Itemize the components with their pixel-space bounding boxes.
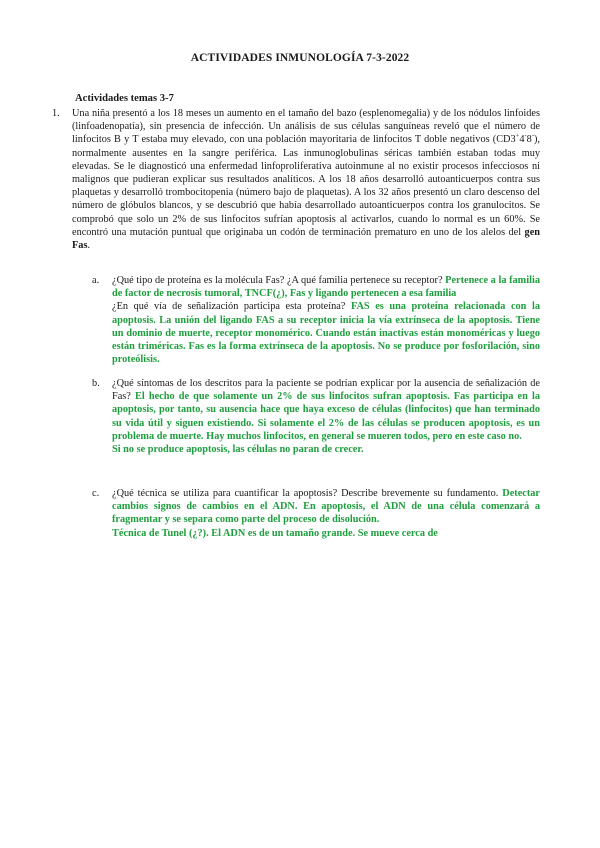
answer-text: FAS es una proteína relacionada con la apoptosis. La unión del ligando FAS a su receptor inicia la vía extrínseca de la apoptosis. Tiene un dominio de muerte, receptor monomérico. Cuando están inactivas están monoméricas y luego están triméricas. Fas es la forma extrínseca de la apoptosis. No se produce por fosforilación, sino proteólisis. (112, 301, 540, 366)
sub-question-letter: b. (92, 378, 100, 389)
question-text: ¿En qué vía de señalización participa esta proteína? (112, 301, 351, 313)
section-heading: Actividades temas 3-7 (75, 93, 174, 104)
sub-question-body (112, 274, 540, 366)
sub-question-body (112, 377, 540, 456)
superscript: + (515, 132, 520, 140)
superscript: - (531, 132, 534, 140)
answer-text: Pertenece a la familia de factor de necrosis tumoral, TNCF(¿), Fas y ligando pertenecen a esa familia (112, 275, 540, 300)
sub-question-body (112, 487, 540, 540)
gene-name: gen Fas (72, 226, 540, 252)
question-text-part: Una niña presentó a los 18 meses un aumento en el tamaño del bazo (esplenomegalia) y de los nódulos linfoides (linfoadenopatía), sin presencia de infección. Un análisis de sus células sanguíneas reveló que el número de linfocitos B y T estaba muy elevado, con una población mayoritaria de linfocitos T doble negativos (CD3 (72, 108, 540, 146)
sub-question-letter: c. (92, 488, 100, 499)
question-text-part: . (87, 240, 91, 252)
sub-question-b (92, 377, 540, 456)
question-text-part: 8 (526, 134, 532, 146)
question-text-part: 4 (519, 134, 525, 146)
sub-question-c (92, 487, 540, 540)
question-1 (52, 107, 540, 252)
answer-text: Detectar cambios signos de cambios en el ADN. En apoptosis, el ADN de una célula comenzará a fragmentar y se separa como parte del proceso de disolución. (112, 488, 540, 526)
superscript: - (524, 132, 527, 140)
answer-text: Técnica de Tunel (¿?). El ADN es de un tamaño grande. Se mueve cerca de (112, 527, 438, 539)
question-text: ¿Qué tipo de proteína es la molécula Fas? ¿A qué familia pertenece su receptor? (112, 275, 446, 286)
question-text-part: ), normalmente ausentes en la sangre periférica. Las inmunoglobulinas séricas también estaban todas muy elevadas. Se le diagnosticó una enfermedad linfoproliferativa autoinmune al no existir procesos infecciosos ni malignos que pudieran explicar sus resultados analíticos. A los 18 años desarrolló autoanticuerpos contra sus plaquetas y desarrolló trombocitopenia (número bajo de plaquetas). A los 32 años presentó un claro descenso del número de glóbulos blancos, y se descubrió que había desarrollado autoanticuerpos contra los granulocitos. Se comprobó que solo un 2% de sus linfocitos sufrían apoptosis al activarlos, cuando lo normal es un 60%. Se encontró una mutación puntual que originaba un codón de terminación prematuro en uno de los alelos del (72, 134, 540, 238)
question-number: 1. (52, 108, 60, 119)
question-text: ¿Qué técnica se utiliza para cuantificar la apoptosis? Describe brevemente su fundamento. (112, 488, 503, 499)
page-title: ACTIVIDADES INMUNOLOGÍA 7-3-2022 (190, 52, 410, 64)
sub-question-a (92, 274, 540, 366)
question-text: ¿Qué síntomas de los descritos para la paciente se podrían explicar por la ausencia de señalización de Fas? (112, 378, 540, 403)
answer-text: El hecho de que solamente un 2% de sus linfocitos sufran apoptosis. Fas participa en la apoptosis, por tanto, su ausencia hace que haya exceso de células (linfocitos) que han terminado su vida útil y siguen existiendo. Si solamente el 2% de las células se producen apoptosis, es un problema de muerte. Hay muchos linfocitos, en general se mueren todos, pero en este caso no. (112, 391, 540, 442)
sub-question-letter: a. (92, 275, 100, 286)
question-1-text (72, 107, 540, 252)
answer-text: Si no se produce apoptosis, las células no paran de crecer. (112, 444, 364, 456)
